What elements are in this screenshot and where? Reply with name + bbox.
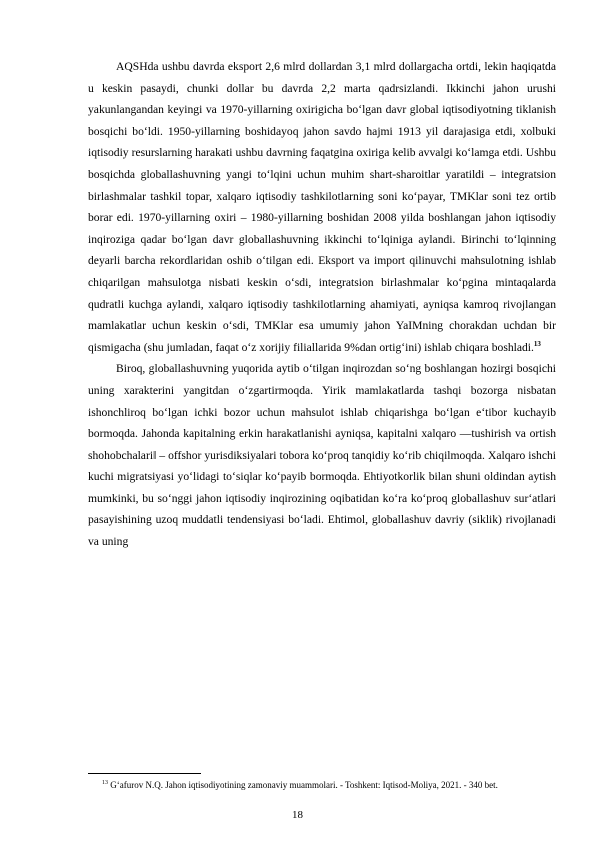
footnote — [88, 777, 556, 791]
footnote-divider — [88, 773, 201, 774]
paragraph-1 — [88, 56, 556, 358]
paragraph-2 — [88, 358, 556, 552]
paragraph-2-text: Biroq, globallashuvning yuqorida aytib o‘tilgan inqirozdan so‘ng boshlangan hozirgi bosqichi uning xarakterini yangitdan o‘zgartirmoqda. Yirik mamlakatlarda tashqi bozorga nisbatan ishonchliroq bo‘lgan ichki bozor uchun mahsulot ishlab chiqarishga bo‘lgan e‘tibor kuchayib bormoqda. Jahonda kapitalning erkin harakatlanishi ayniqsa, kapitalni xalqaro ―tushirish va ortish shohobchalari‖ – offshor yurisdiksiyalari tobora ko‘proq tanqidiy ko‘rib chiqilmoqda. Xalqaro ishchi kuchi migratsiyasi yo‘lidagi to‘siqlar ko‘payib bormoqda. Ehtiyotkorlik bilan shuni oldindan aytish mumkinki, bu so‘nggi jahon iqtisodiy inqirozining oqibatidan ko‘ra ko‘proq globallashuv sur‘atlari pasayishining uzoq muddatli tendensiyasi bo‘ladi. Ehtimol, globallashuv davriy (siklik) rivojlanadi va uning — [88, 362, 556, 549]
paragraph-1-text: AQSHda ushbu davrda eksport 2,6 mlrd dollardan 3,1 mlrd dollargacha ortdi, lekin haqiqatda u keskin pasaydi, chunki dollar bu davrda 2,2 marta qadrsizlandi. Ikkinchi jahon urushi yakunlangandan keyingi va 1970-yillarning oxirigicha bo‘lgan davr global iqtisodiyotning tiklanish bosqichi bo‘ldi. 1950-yillarning boshidayoq jahon savdo hajmi 1913 yil darajasiga etdi, xolbuki iqtisodiy resurslarning harakati ushbu davrning faqatgina oxiriga kelib avvalgi ko‘lamga etdi. Ushbu bosqichda globallashuvning yangi to‘lqini uchun muhim shart-sharoitlar yaratildi – integratsion birlashmalar tashkil topar, xalqaro iqtisodiy tashkilotlarning soni ko‘payar, TMKlar soni tez ortib borar edi. 1970-yillarning oxiri – 1980-yillarning boshidan 2008 yilda boshlangan jahon iqtisodiy inqiroziga qadar bo‘lgan davr globallashuvning ikkinchi to‘lqiniga aylandi. Birinchi to‘lqinning deyarli barcha rekordlaridan oshib o‘tilgan edi. Eksport va import qilinuvchi mahsulotning ishlab chiqarilgan mahsulotga nisbati keskin o‘sdi, integratsion birlashmalar ko‘pgina mintaqalarda qudratli kuchga aylandi, xalqaro iqtisodiy tashkilotlarning ahamiyati, ayniqsa kamroq rivojlangan mamlakatlar uchun keskin o‘sdi, TMKlar esa umumiy jahon YaIMning chorakdan uchdan bir qismigacha (shu jumladan, faqat o‘z xorijiy filiallarida 9%dan ortig‘ini) ishlab chiqara boshladi. — [88, 60, 556, 354]
page-body — [88, 56, 556, 553]
footnote-reference[interactable]: 13 — [533, 339, 541, 348]
page-number: 18 — [292, 809, 303, 821]
footnote-text: G‘afurov N.Q. Jahon iqtisodiyotining zamonaviy muammolari. - Toshkent: Iqtisod-Moliya, 2021. - 340 bet. — [110, 780, 498, 790]
footnote-number: 13 — [102, 780, 108, 786]
